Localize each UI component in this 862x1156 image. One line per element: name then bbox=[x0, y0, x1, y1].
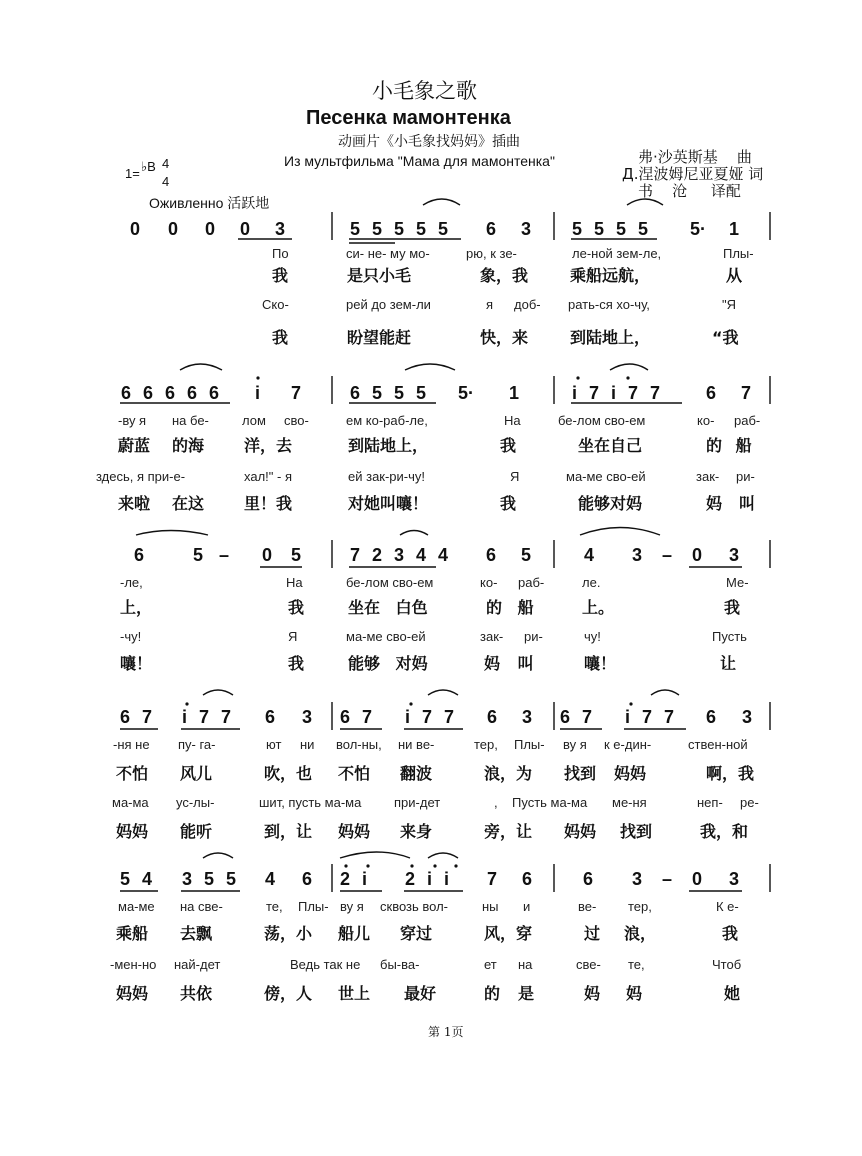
note-group: i bbox=[255, 383, 261, 403]
lyric-ru-2: ус-лы- bbox=[176, 795, 215, 810]
lyric-ru-2: ма-ма bbox=[112, 795, 149, 810]
lyric-cn-1: 上。 bbox=[582, 598, 615, 617]
key-note: ♭B bbox=[141, 159, 156, 174]
note-group: 7 2 3 4 4 bbox=[350, 545, 449, 565]
lyric-cn-1: 我 bbox=[288, 598, 305, 617]
lyric-ru-2: ма-ме сво-ей bbox=[346, 629, 426, 644]
lyric-cn-2: 妈妈 bbox=[564, 822, 597, 841]
lyric-cn-2: 嚷！ bbox=[120, 654, 153, 673]
lyric-ru-1: тер, bbox=[628, 899, 652, 914]
lyric-ru-1: ни ве- bbox=[398, 737, 435, 752]
lyric-ru-2: Пусть ма-ма bbox=[512, 795, 588, 810]
lyric-ru-2: я bbox=[486, 297, 494, 312]
note-group: – bbox=[662, 869, 673, 889]
note-group: 7 bbox=[487, 869, 498, 889]
lyric-ru-1: ву я bbox=[563, 737, 587, 752]
note-group: 5 5 5 5 bbox=[572, 219, 649, 239]
lyric-cn-1: 上， bbox=[120, 598, 153, 617]
lyric-ru-1: на бе- bbox=[172, 413, 209, 428]
lyric-cn-1: 船儿 bbox=[338, 924, 371, 943]
note-group: i 7 7 bbox=[182, 707, 232, 727]
lyricist-credit: Д.涅波姆尼亚夏娅 词 bbox=[622, 165, 764, 183]
lyric-cn-2: 在这 bbox=[172, 494, 205, 513]
note-group: 6 6 6 6 6 bbox=[121, 383, 220, 403]
time-signature-bottom: 4 bbox=[162, 174, 170, 189]
lyric-ru-2: све- bbox=[576, 957, 601, 972]
note-group: 6 bbox=[583, 869, 594, 889]
lyric-cn-1: 是只小毛 bbox=[347, 266, 412, 285]
note-group: 4 bbox=[265, 869, 276, 889]
subtitle-russian: Из мультфильма "Мама для мамонтенка" bbox=[284, 153, 555, 169]
lyric-ru-1: раб- bbox=[734, 413, 761, 428]
lyric-ru-2: чу! bbox=[584, 629, 601, 644]
lyric-ru-1: По bbox=[272, 246, 289, 261]
lyric-ru-1: На bbox=[286, 575, 303, 590]
lyric-ru-2: зак- bbox=[696, 469, 720, 484]
note-group: 6 bbox=[706, 707, 717, 727]
note-group: i 7 7 bbox=[625, 707, 675, 727]
lyric-ru-2: здесь, я при-е- bbox=[96, 469, 186, 484]
lyric-ru-1: Плы- bbox=[514, 737, 545, 752]
lyric-ru-2: Я bbox=[288, 629, 298, 644]
subtitle-chinese: 动画片《小毛象找妈妈》插曲 bbox=[338, 133, 520, 149]
lyric-cn-1: 去飘 bbox=[180, 924, 213, 943]
lyric-cn-2: 嚷！ bbox=[584, 654, 617, 673]
lyric-ru-2: ей зак-ри-чу! bbox=[348, 469, 426, 484]
lyric-ru-1: сво- bbox=[284, 413, 309, 428]
lyric-cn-2: 最好 bbox=[404, 984, 437, 1003]
note-group: 7 bbox=[741, 383, 752, 403]
lyric-cn-1: 风，穿 bbox=[484, 924, 533, 943]
note-group: – bbox=[219, 545, 230, 565]
lyric-cn-1: 找到 bbox=[564, 764, 597, 783]
note-group: 5 bbox=[193, 545, 204, 565]
lyric-cn-2: 里！我 bbox=[244, 494, 293, 513]
note-group: 5 bbox=[521, 545, 532, 565]
lyric-ru-2: най-дет bbox=[174, 957, 221, 972]
lyric-cn-1: 我 bbox=[724, 598, 741, 617]
lyric-ru-1: вол-ны, bbox=[336, 737, 382, 752]
lyric-cn-1: 的海 bbox=[172, 436, 205, 455]
title-chinese: 小毛象之歌 bbox=[372, 79, 477, 103]
lyric-ru-1: бе-лом сво-ем bbox=[346, 575, 434, 590]
lyric-ru-1: лом bbox=[242, 413, 266, 428]
lyric-cn-2: 让 bbox=[720, 654, 737, 673]
lyric-ru-1: ле. bbox=[582, 575, 601, 590]
lyric-ru-2: ре- bbox=[740, 795, 759, 810]
translator-credit: 书 沧 译配 bbox=[638, 182, 741, 200]
lyric-ru-1: ве- bbox=[578, 899, 597, 914]
lyric-cn-2: 能够对妈 bbox=[578, 494, 643, 513]
lyric-ru-2: Чтоб bbox=[712, 957, 742, 972]
lyric-ru-2: Пусть bbox=[712, 629, 747, 644]
lyric-cn-1: 我 bbox=[500, 436, 517, 455]
lyric-cn-1: 到陆地上， bbox=[348, 436, 429, 455]
lyric-ru-2: "Я bbox=[722, 297, 737, 312]
lyric-cn-2: 世上 bbox=[338, 984, 371, 1003]
lyric-ru-2: рать-ся хо-чу, bbox=[568, 297, 650, 312]
note-group: 6 7 bbox=[120, 707, 153, 727]
lyric-ru-2: бы-ва- bbox=[380, 957, 420, 972]
time-signature-top: 4 bbox=[162, 156, 170, 171]
note-group: 6 bbox=[706, 383, 717, 403]
lyric-cn-2: 的 bbox=[484, 984, 501, 1003]
lyric-ru-2: шит, пусть ма-ма bbox=[259, 795, 362, 810]
lyric-ru-2: хал!" - я bbox=[244, 469, 292, 484]
lyric-ru-1: ма-ме bbox=[118, 899, 155, 914]
lyric-ru-1: ко- bbox=[697, 413, 715, 428]
note-group: 2 i bbox=[340, 869, 368, 889]
lyric-cn-2: 妈妈 bbox=[116, 984, 149, 1003]
lyric-ru-2: ме-ня bbox=[612, 795, 647, 810]
note-group: 3 bbox=[632, 869, 643, 889]
lyric-cn-2: 我 bbox=[500, 494, 517, 513]
lyric-cn-1: 浪， bbox=[624, 924, 657, 943]
note-group: 3 bbox=[742, 707, 753, 727]
lyric-cn-2: 妈 bbox=[706, 494, 723, 513]
lyric-ru-1: бе-лом сво-ем bbox=[558, 413, 646, 428]
lyric-cn-1: 浪，为 bbox=[484, 764, 533, 783]
note-group: 6 7 bbox=[560, 707, 593, 727]
lyric-ru-2: неп- bbox=[697, 795, 723, 810]
note-group: 6 bbox=[265, 707, 276, 727]
lyric-ru-1: ют bbox=[266, 737, 282, 752]
note-group: 3 bbox=[632, 545, 643, 565]
note-group: 5 5 5 5 5 bbox=[350, 219, 449, 239]
note-group: 5· bbox=[690, 219, 707, 239]
lyric-ru-2: , bbox=[494, 795, 498, 810]
lyric-cn-2: 找到 bbox=[620, 822, 653, 841]
lyric-cn-2: 妈 叫 bbox=[484, 654, 534, 673]
composer-credit: 弗·沙英斯基 曲 bbox=[638, 148, 752, 166]
lyric-cn-2: 她 bbox=[724, 984, 741, 1003]
lyric-ru-1: На bbox=[504, 413, 521, 428]
lyric-cn-1: 翻波 bbox=[400, 764, 433, 783]
lyric-cn-2: 妈妈 bbox=[338, 822, 371, 841]
tempo-marking: Оживленно 活跃地 bbox=[149, 195, 270, 211]
lyric-ru-1: ни bbox=[300, 737, 315, 752]
lyric-ru-1: Плы- bbox=[723, 246, 754, 261]
lyric-cn-2: 对她叫嚷！ bbox=[348, 494, 429, 513]
lyric-ru-1: си- не- му мо- bbox=[346, 246, 430, 261]
lyric-ru-2: зак- bbox=[480, 629, 504, 644]
title-russian: Песенка мамонтенка bbox=[306, 107, 511, 129]
lyric-cn-2: 我 bbox=[272, 328, 289, 347]
lyric-ru-1: Ме- bbox=[726, 575, 749, 590]
note-group: 0 3 bbox=[240, 219, 286, 239]
note-group: 6 bbox=[486, 545, 497, 565]
lyric-ru-1: пу- га- bbox=[178, 737, 216, 752]
lyric-cn-1: 乘船 bbox=[116, 924, 149, 943]
lyric-cn-2: 能够 对妈 bbox=[348, 654, 428, 673]
lyric-ru-2: ма-ме сво-ей bbox=[566, 469, 646, 484]
note-group: 7 bbox=[291, 383, 302, 403]
lyric-cn-2: 妈 bbox=[584, 984, 601, 1003]
lyric-cn-1: 坐在 白色 bbox=[348, 598, 428, 617]
note-group: 3 bbox=[522, 707, 533, 727]
lyric-cn-2: 到陆地上， bbox=[570, 328, 651, 347]
note-group: – bbox=[662, 545, 673, 565]
lyric-ru-1: К е- bbox=[716, 899, 739, 914]
lyric-cn-1: 不怕 bbox=[116, 764, 149, 783]
lyric-ru-1: тер, bbox=[474, 737, 498, 752]
lyric-cn-1: 啊，我 bbox=[706, 764, 755, 783]
note-group: 0 5 bbox=[262, 545, 302, 565]
lyric-cn-2: 快，来 bbox=[480, 328, 529, 347]
note-group: 5· bbox=[458, 383, 475, 403]
lyric-ru-1: те, bbox=[266, 899, 283, 914]
note-group: 6 bbox=[302, 869, 313, 889]
lyric-ru-2: ет bbox=[484, 957, 497, 972]
lyric-cn-1: 洋，去 bbox=[244, 436, 293, 455]
lyric-cn-2: “我 bbox=[712, 328, 739, 347]
lyric-ru-2: ри- bbox=[524, 629, 543, 644]
lyric-ru-1: -ву я bbox=[118, 413, 147, 428]
lyric-ru-1: к е-дин- bbox=[604, 737, 652, 752]
lyric-cn-2: 傍，人 bbox=[264, 984, 313, 1003]
lyric-cn-2: 到，让 bbox=[264, 822, 313, 841]
note-group: 1 bbox=[509, 383, 520, 403]
lyric-ru-1: на све- bbox=[180, 899, 223, 914]
lyric-ru-1: Плы- bbox=[298, 899, 329, 914]
lyric-ru-1: сквозь вол- bbox=[380, 899, 448, 914]
lyric-cn-2: 能听 bbox=[180, 822, 213, 841]
lyric-ru-2: те, bbox=[628, 957, 645, 972]
page-number: 第 1页 bbox=[428, 1025, 464, 1039]
note-group: 0 bbox=[130, 219, 141, 239]
lyric-ru-2: Ведь так не bbox=[290, 957, 361, 972]
key-signature: 1= bbox=[125, 166, 140, 181]
note-group: 3 bbox=[521, 219, 532, 239]
lyric-cn-2: 来啦 bbox=[118, 494, 151, 513]
note-group: 6 bbox=[486, 219, 497, 239]
lyric-ru-1: -ня не bbox=[113, 737, 150, 752]
note-group: 0 bbox=[168, 219, 179, 239]
lyric-ru-2: при-дет bbox=[394, 795, 441, 810]
note-group: 0 bbox=[205, 219, 216, 239]
note-group: 0 3 bbox=[692, 869, 740, 889]
note-group: 6 7 bbox=[340, 707, 373, 727]
lyric-ru-1: раб- bbox=[518, 575, 545, 590]
lyric-cn-1: 我 bbox=[272, 266, 289, 285]
lyric-cn-2: 我，和 bbox=[700, 822, 749, 841]
lyric-cn-1: 乘船远航， bbox=[570, 266, 651, 285]
note-group: 3 5 5 bbox=[182, 869, 237, 889]
note-group: 3 bbox=[302, 707, 313, 727]
lyric-cn-2: 共依 bbox=[180, 984, 213, 1003]
lyric-cn-1: 我 bbox=[722, 924, 739, 943]
lyric-ru-2: доб- bbox=[514, 297, 541, 312]
note-group: 0 3 bbox=[692, 545, 740, 565]
lyric-cn-2: 来身 bbox=[400, 822, 433, 841]
lyric-ru-1: ко- bbox=[480, 575, 498, 590]
lyric-ru-2: Ско- bbox=[262, 297, 289, 312]
lyric-cn-1: 穿过 bbox=[400, 924, 433, 943]
lyric-ru-2: на bbox=[518, 957, 533, 972]
lyric-ru-2: -чу! bbox=[120, 629, 142, 644]
lyric-cn-2: 妈妈 bbox=[116, 822, 149, 841]
lyric-cn-2: 我 bbox=[288, 654, 305, 673]
lyric-ru-2: -мен-но bbox=[110, 957, 157, 972]
lyric-cn-2: 盼望能赶 bbox=[347, 328, 412, 347]
lyric-ru-1: ны bbox=[482, 899, 499, 914]
lyric-ru-1: ствен-ной bbox=[688, 737, 748, 752]
lyric-cn-1: 妈妈 bbox=[614, 764, 647, 783]
lyric-ru-2: рей до зем-ли bbox=[346, 297, 431, 312]
lyric-ru-2: ри- bbox=[736, 469, 755, 484]
lyric-cn-2: 是 bbox=[518, 984, 535, 1003]
lyric-cn-1: 荡，小 bbox=[264, 924, 313, 943]
lyric-cn-2: 妈 bbox=[626, 984, 643, 1003]
lyric-cn-1: 象，我 bbox=[480, 266, 529, 285]
lyric-cn-1: 不怕 bbox=[338, 764, 371, 783]
lyric-ru-1: ле-ной зем-ле, bbox=[572, 246, 662, 261]
note-group: 6 5 5 5 bbox=[350, 383, 427, 403]
note-group: 2 i i bbox=[405, 869, 450, 889]
lyric-ru-2: Я bbox=[510, 469, 520, 484]
lyric-cn-1: 风儿 bbox=[180, 764, 213, 783]
lyric-cn-1: 吹，也 bbox=[264, 764, 313, 783]
lyric-cn-1: 蔚蓝 bbox=[118, 436, 151, 455]
note-group: i 7 i 7 7 bbox=[572, 383, 661, 403]
lyric-cn-1: 坐在自己 bbox=[578, 436, 643, 455]
lyric-ru-1: и bbox=[523, 899, 531, 914]
note-group: 6 bbox=[487, 707, 498, 727]
note-group: 5 4 bbox=[120, 869, 153, 889]
lyric-cn-2: 旁，让 bbox=[484, 822, 533, 841]
note-group: i 7 7 bbox=[405, 707, 455, 727]
lyric-cn-1: 从 bbox=[726, 266, 743, 285]
lyric-ru-1: ем ко-раб-ле, bbox=[346, 413, 428, 428]
note-group: 4 bbox=[584, 545, 595, 565]
lyric-cn-2: 叫 bbox=[739, 494, 756, 513]
lyric-cn-1: 的 船 bbox=[486, 598, 534, 617]
lyric-cn-1: 的 船 bbox=[706, 436, 752, 455]
note-group: 1 bbox=[729, 219, 740, 239]
lyric-ru-1: -ле, bbox=[120, 575, 143, 590]
lyric-cn-1: 过 bbox=[584, 924, 601, 943]
note-group: 6 bbox=[134, 545, 145, 565]
lyric-ru-1: рю, к зе- bbox=[466, 246, 517, 261]
lyric-ru-1: ву я bbox=[340, 899, 364, 914]
note-group: 6 bbox=[522, 869, 533, 889]
